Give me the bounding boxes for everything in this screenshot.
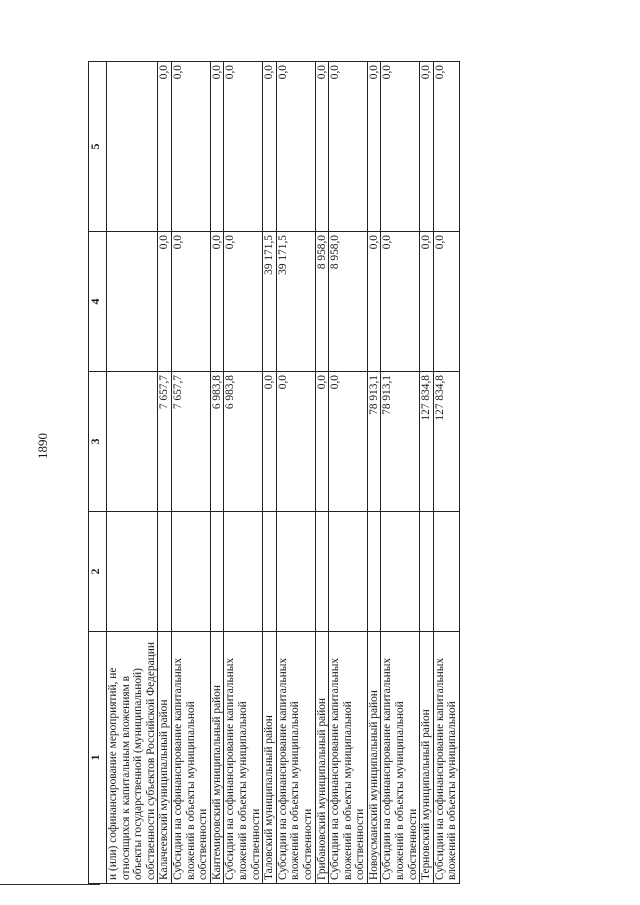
cell-empty [107, 512, 158, 632]
row-name: Кантемировский муниципальный район [210, 632, 224, 884]
cell-col-3: 7 657,7 [158, 372, 172, 512]
cell-col-4: 8 958,0 [315, 232, 329, 372]
cell-col-5: 0,0 [420, 62, 434, 232]
cell-col-2 [224, 512, 263, 632]
table-row [263, 62, 277, 884]
row-name [381, 632, 420, 884]
cell-col-4: 0,0 [158, 232, 172, 372]
cell-col-5: 0,0 [381, 62, 420, 232]
row-name: Грибановский муниципальный район [315, 632, 329, 884]
cell-col-3: 78 913,1 [381, 372, 420, 512]
intro-line: относящихся к капитальным вложениям в [119, 675, 132, 880]
table-row [158, 62, 172, 884]
row-name: Терновский муниципальный район [420, 632, 434, 884]
cell-col-2 [158, 512, 172, 632]
row-name-line: собственности [249, 808, 262, 880]
cell-empty [107, 62, 158, 232]
cell-col-2 [367, 512, 381, 632]
intro-text [107, 632, 158, 884]
cell-col-3: 127 834,8 [420, 372, 434, 512]
row-name-line: вложений в объекты муниципальной [289, 701, 302, 880]
cell-col-4: 0,0 [433, 232, 459, 372]
budget-table [88, 61, 460, 884]
row-name-line: вложений в объекты муниципальной [184, 701, 197, 880]
row-name: Таловский муниципальный район [263, 632, 277, 884]
row-name-line: Субсидии на софинансирование капитальных [171, 657, 184, 880]
row-name-line: вложений в объекты муниципальной [394, 701, 407, 880]
table-row [433, 62, 459, 884]
cell-col-2 [315, 512, 329, 632]
row-name-line: собственности [354, 808, 367, 880]
header-col-4: 4 [89, 232, 107, 372]
cell-col-2 [263, 512, 277, 632]
cell-col-5: 0,0 [433, 62, 459, 232]
table-row [420, 62, 434, 884]
row-name-line: вложений в объекты муниципальной [446, 701, 459, 880]
table-row [224, 62, 263, 884]
row-name-line: собственности [406, 808, 419, 880]
row-name [224, 632, 263, 884]
cell-col-2 [420, 512, 434, 632]
row-name: Калачеевский муниципальный район [158, 632, 172, 884]
row-name-line: вложений в объекты муниципальной [341, 701, 354, 880]
cell-col-3: 127 834,8 [433, 372, 459, 512]
table-row [315, 62, 329, 884]
cell-col-5: 0,0 [210, 62, 224, 232]
cell-col-5: 0,0 [263, 62, 277, 232]
row-name [171, 632, 210, 884]
row-name [329, 632, 368, 884]
cell-col-3: 0,0 [276, 372, 315, 512]
row-name-line: Субсидии на софинансирование капитальных [381, 657, 394, 880]
header-row [89, 62, 107, 884]
row-name-line: собственности [301, 808, 314, 880]
cell-col-2 [433, 512, 459, 632]
page-number: 1890 [35, 433, 50, 459]
cell-col-5: 0,0 [171, 62, 210, 232]
cell-empty [107, 372, 158, 512]
header-col-2: 2 [89, 512, 107, 632]
table-row [367, 62, 381, 884]
row-name [276, 632, 315, 884]
intro-line: собственности субъектов Российской Федерации [144, 642, 157, 880]
cell-col-4: 0,0 [420, 232, 434, 372]
cell-col-4: 39 171,5 [263, 232, 277, 372]
row-name-line: Субсидии на софинансирование капитальных [329, 657, 342, 880]
row-name [433, 632, 459, 884]
cell-empty [107, 232, 158, 372]
cell-col-2 [329, 512, 368, 632]
cell-col-4: 0,0 [171, 232, 210, 372]
row-name-line: Субсидии на софинансирование капитальных [224, 657, 237, 880]
cell-col-4: 0,0 [367, 232, 381, 372]
cell-col-3: 78 913,1 [367, 372, 381, 512]
intro-line: и (или) софинансирование мероприятий, не [107, 667, 119, 880]
cell-col-4: 0,0 [381, 232, 420, 372]
cell-col-3: 0,0 [315, 372, 329, 512]
cell-col-3: 6 983,8 [224, 372, 263, 512]
cell-col-4: 0,0 [224, 232, 263, 372]
cell-col-5: 0,0 [158, 62, 172, 232]
cell-col-4: 39 171,5 [276, 232, 315, 372]
rotated-table-container [88, 62, 618, 884]
row-name-line: Субсидии на софинансирование капитальных [276, 657, 289, 880]
cell-col-2 [276, 512, 315, 632]
table-row [276, 62, 315, 884]
cell-col-3: 0,0 [263, 372, 277, 512]
cell-col-3: 6 983,8 [210, 372, 224, 512]
cell-col-4: 8 958,0 [329, 232, 368, 372]
cell-col-5: 0,0 [276, 62, 315, 232]
intro-row [107, 62, 158, 884]
table-row [329, 62, 368, 884]
cell-col-4: 0,0 [210, 232, 224, 372]
cell-col-5: 0,0 [315, 62, 329, 232]
table-row [381, 62, 420, 884]
cell-col-2 [171, 512, 210, 632]
header-col-3: 3 [89, 372, 107, 512]
cell-col-3: 0,0 [329, 372, 368, 512]
cell-col-2 [381, 512, 420, 632]
header-col-5: 5 [89, 62, 107, 232]
row-name: Новоусманский муниципальный район [367, 632, 381, 884]
cell-col-5: 0,0 [224, 62, 263, 232]
cell-col-2 [210, 512, 224, 632]
row-name-line: Субсидии на софинансирование капитальных [433, 657, 446, 880]
header-col-1: 1 [89, 632, 107, 884]
intro-line: объекты государственной (муниципальной) [132, 668, 145, 880]
table-row [210, 62, 224, 884]
row-name-line: вложений в объекты муниципальной [236, 701, 249, 880]
row-name-line: собственности [197, 808, 210, 880]
cell-col-5: 0,0 [367, 62, 381, 232]
bottom-rule [0, 884, 100, 885]
cell-col-5: 0,0 [329, 62, 368, 232]
cell-col-3: 7 657,7 [171, 372, 210, 512]
table-row [171, 62, 210, 884]
